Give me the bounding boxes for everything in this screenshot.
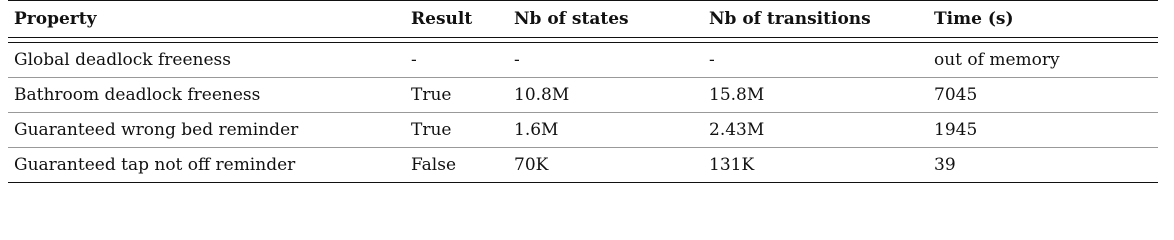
cell-nb-states: 70K: [508, 148, 703, 183]
table-body: [8, 43, 1158, 183]
cell-property: Guaranteed tap not off reminder: [8, 148, 405, 183]
results-table: [8, 0, 1158, 183]
cell-time: 39: [928, 148, 1158, 183]
cell-property: Guaranteed wrong bed reminder: [8, 113, 405, 148]
cell-result: True: [405, 113, 508, 148]
table-row: [8, 43, 1158, 78]
header-result: Result: [405, 1, 508, 38]
cell-result: -: [405, 43, 508, 78]
cell-nb-transitions: 131K: [703, 148, 928, 183]
cell-nb-states: -: [508, 43, 703, 78]
header-time: Time (s): [928, 1, 1158, 38]
cell-property: Global deadlock freeness: [8, 43, 405, 78]
table-row: [8, 113, 1158, 148]
cell-nb-transitions: -: [703, 43, 928, 78]
cell-result: True: [405, 78, 508, 113]
cell-nb-transitions: 15.8M: [703, 78, 928, 113]
results-table-container: [8, 0, 1158, 183]
cell-time: 7045: [928, 78, 1158, 113]
cell-nb-states: 10.8M: [508, 78, 703, 113]
cell-property: Bathroom deadlock freeness: [8, 78, 405, 113]
header-nb-transitions: Nb of transitions: [703, 1, 928, 38]
table-row: [8, 78, 1158, 113]
table-row: [8, 148, 1158, 183]
cell-time: 1945: [928, 113, 1158, 148]
header-row: [8, 1, 1158, 38]
cell-time: out of memory: [928, 43, 1158, 78]
header-nb-states: Nb of states: [508, 1, 703, 38]
cell-nb-transitions: 2.43M: [703, 113, 928, 148]
table-header: [8, 1, 1158, 38]
cell-nb-states: 1.6M: [508, 113, 703, 148]
cell-result: False: [405, 148, 508, 183]
header-property: Property: [8, 1, 405, 38]
